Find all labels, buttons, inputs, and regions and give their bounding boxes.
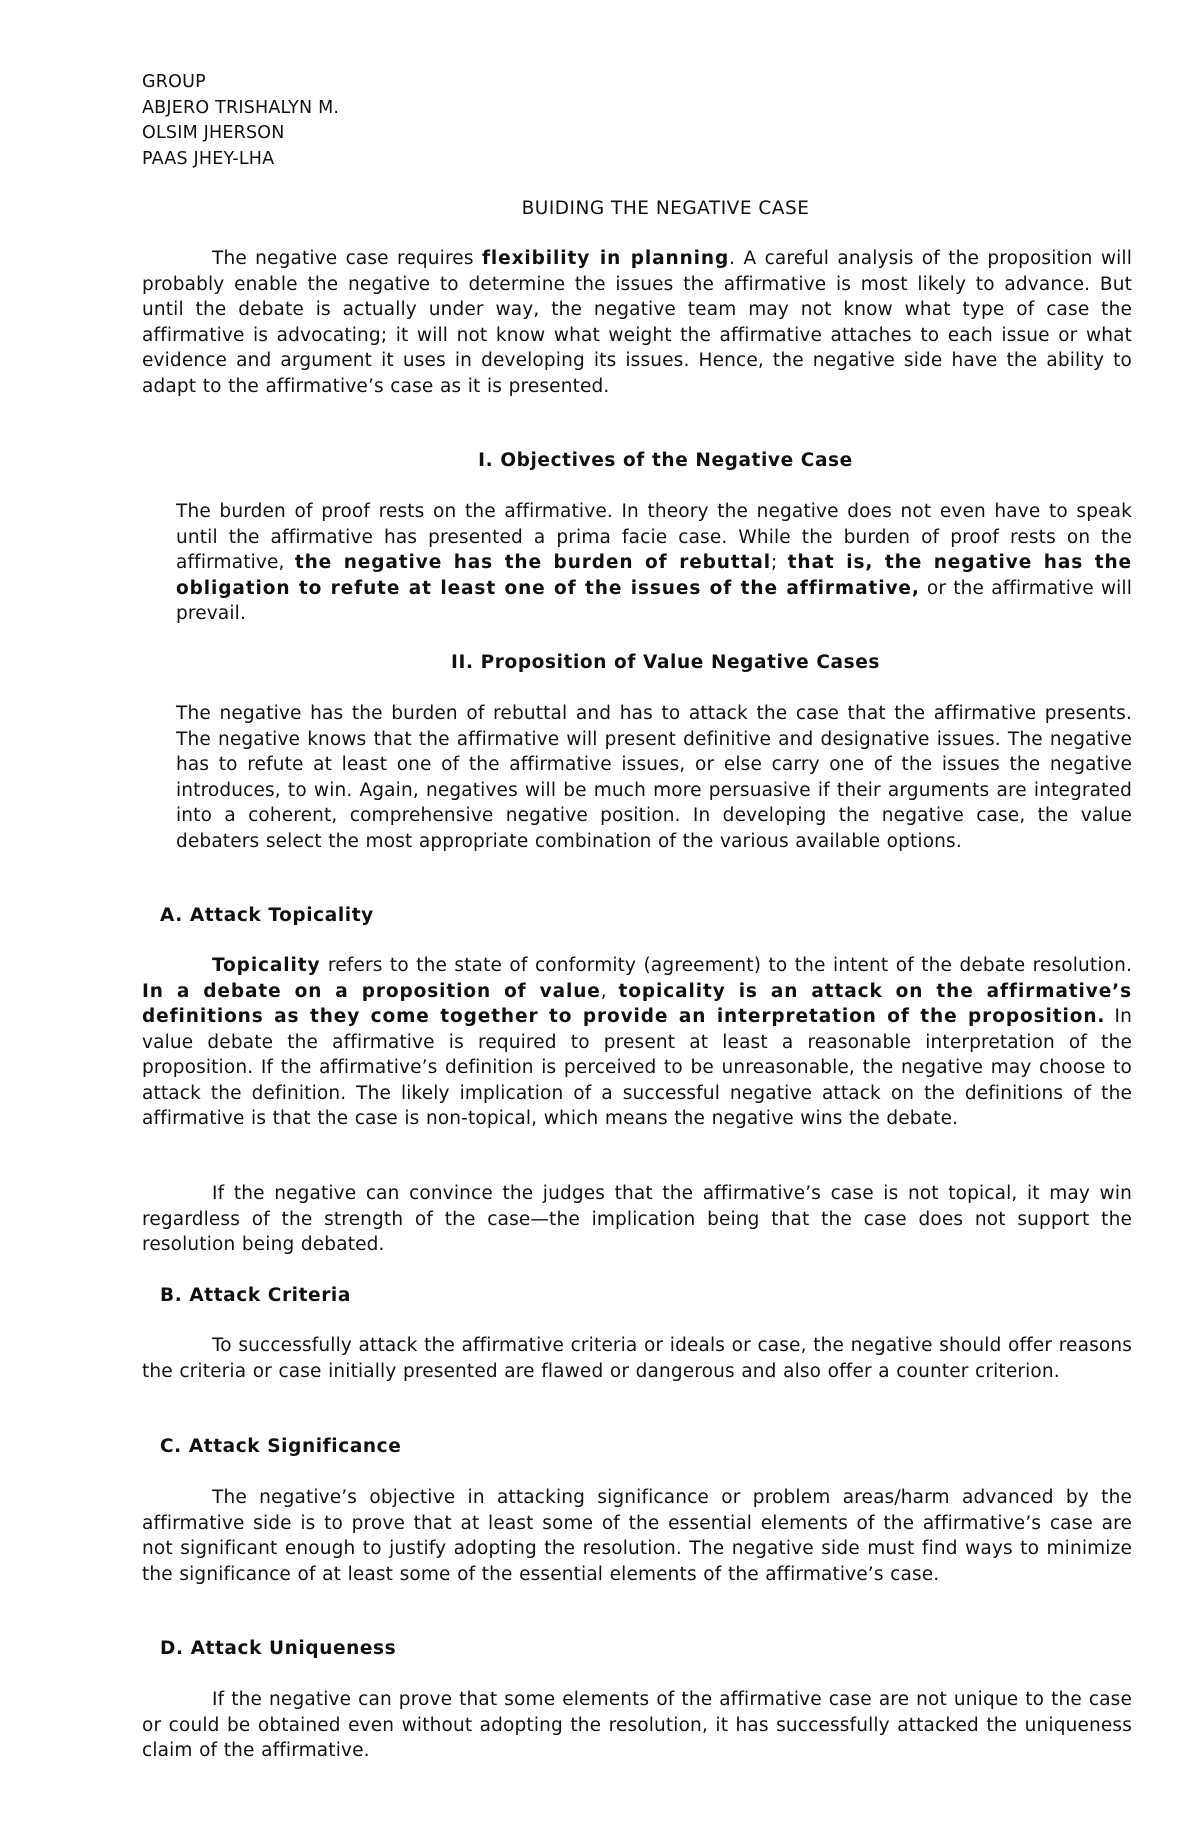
bold-run: Topicality bbox=[212, 955, 321, 976]
document-title: BUIDING THE NEGATIVE CASE bbox=[521, 198, 810, 219]
text-run: The negative case requires bbox=[212, 248, 482, 269]
section2-paragraph: The negative has the burden of rebuttal and has to attack the case that the affirmative presents. The negative knows that the affirmative will present definitive and designative issues. The negative has to refute at least one of the affirmative issues, or else carry one of the issues the negative introduces, to win. Again, negatives will be much more persuasive if their arguments are integrated into a coherent, comprehensive negative position. In developing the negative case, the value debaters select the most appropriate combination of the various available options. bbox=[176, 703, 1132, 852]
group-label: GROUP bbox=[142, 72, 206, 92]
section-heading: I. Objectives of the Negative Case bbox=[478, 450, 853, 471]
sectionA-paragraph-2: If the negative can convince the judges that the affirmative’s case is not topical, it may win regardless of the strength of the case—the implication being that the case does not support the resolution being debated. bbox=[142, 1183, 1132, 1255]
subsection-heading: B. Attack Criteria bbox=[160, 1285, 351, 1306]
bold-run: In a debate on a proposition of value bbox=[142, 980, 601, 1002]
intro-paragraph bbox=[142, 246, 1132, 399]
group-block bbox=[142, 70, 339, 172]
member-name: ABJERO TRISHALYN M. bbox=[142, 97, 340, 118]
text-run: The burden of proof rests on the affirmative. In theory the negative does not even have to speak until the affirmative has presented a prima facie case. While the burden of proof rests on the affirmative, bbox=[176, 501, 1132, 573]
text-run: . A careful analysis of the proposition will probably enable the negative to determine the issues the affirmative is most likely to advance. But until the debate is actually under way, the negative team may not know what type of case the affirmative is advocating; it will not know what weight the affirmative attaches to each issue or what evidence and argument it uses in developing its issues. Hence, the negative side have the ability to adapt to the affirmative’s case as it is presented. bbox=[142, 248, 1133, 397]
bold-run: that is, the negative has the obligation to refute at least one of the issues of the affirmative, bbox=[176, 552, 1132, 599]
text-run: refers to the state of conformity (agreement) to the intent of the debate resolution. bbox=[320, 955, 1132, 976]
text-run: ; bbox=[771, 552, 788, 573]
bold-run: flexibility in planning bbox=[481, 248, 730, 269]
subsection-heading: C. Attack Significance bbox=[160, 1436, 402, 1457]
sectionC-paragraph: The negative’s objective in attacking significance or problem areas/harm advanced by the affirmative side is to prove that at least some of the essential elements of the affirmative’s case are not significant enough to justify adopting the resolution. The negative side must find ways to minimize the significance of at least some of the essential elements of the affirmative’s case. bbox=[142, 1487, 1132, 1585]
sectionD-paragraph: If the negative can prove that some elements of the affirmative case are not unique to the case or could be obtained even without adopting the resolution, it has successfully attacked the uniqueness claim of the affirmative. bbox=[142, 1689, 1132, 1761]
section1-paragraph bbox=[176, 499, 1132, 627]
member-name: PAAS JHEY-LHA bbox=[142, 148, 275, 169]
bold-run: the negative has the burden of rebuttal bbox=[294, 552, 771, 573]
bold-run: topicality is an attack on the affirmative’s definitions as they come together to provide an interpretation of the proposition. bbox=[142, 980, 1132, 1027]
text-run: or the affirmative will prevail. bbox=[176, 577, 1132, 624]
section-heading: II. Proposition of Value Negative Cases bbox=[451, 652, 880, 673]
text-run: In value debate the affirmative is required to present at least a reasonable interpretation of the proposition. If the affirmative’s definition is perceived to be unreasonable, the negative may choose to attack the definition. The likely implication of a successful negative attack on the definitions of the affirmative is that the case is non-topical, which means the negative wins the debate. bbox=[142, 1006, 1132, 1129]
sectionA-paragraph bbox=[142, 953, 1132, 1132]
subsection-heading: D. Attack Uniqueness bbox=[160, 1638, 397, 1659]
subsection-heading: A. Attack Topicality bbox=[160, 905, 374, 926]
member-name: OLSIM JHERSON bbox=[142, 123, 285, 143]
text-run: , bbox=[600, 980, 619, 1002]
sectionB-paragraph: To successfully attack the affirmative criteria or ideals or case, the negative should offer reasons the criteria or case initially presented are flawed or dangerous and also offer a counter criterion. bbox=[142, 1335, 1132, 1382]
